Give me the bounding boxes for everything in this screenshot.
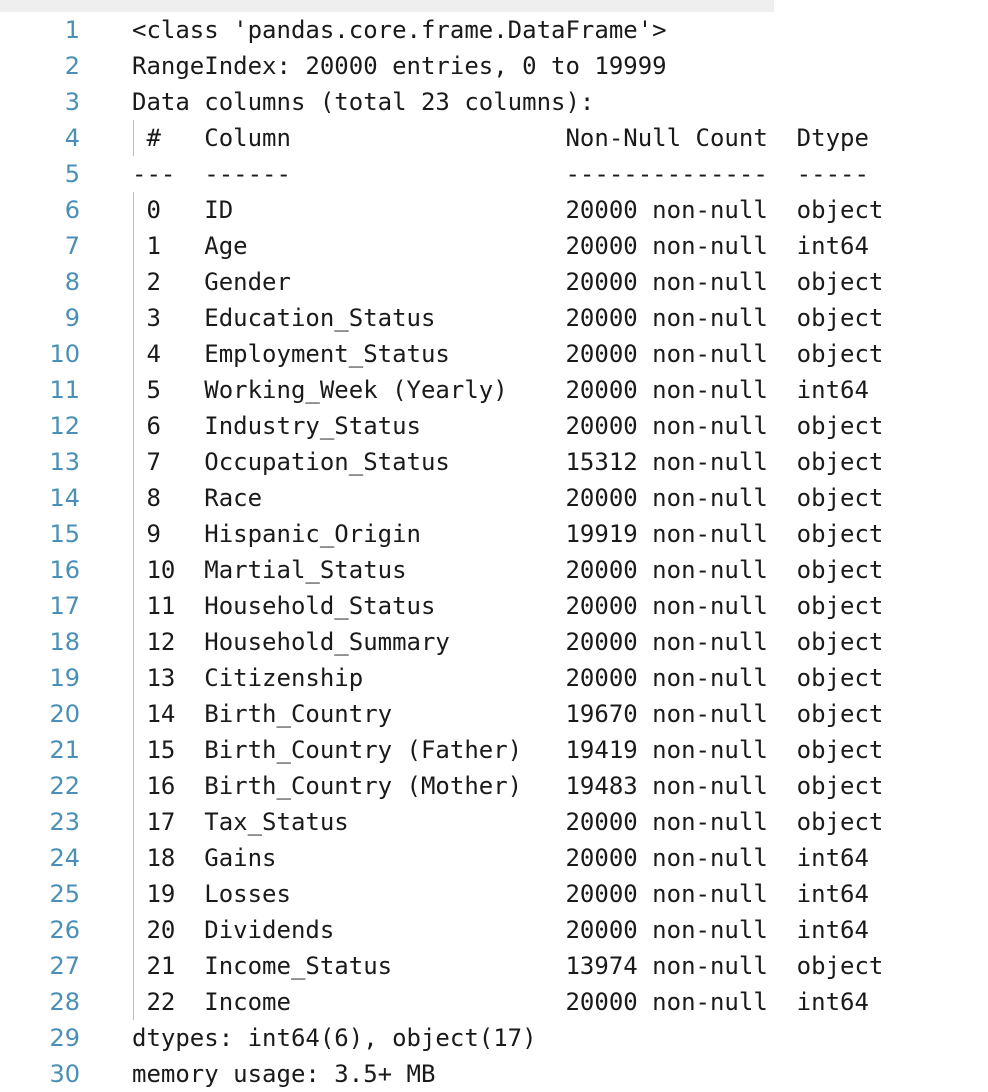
line-number: 22 [49,772,80,800]
line-number: 23 [49,808,80,836]
code-line [0,300,988,336]
code-line [0,12,988,48]
code-line [0,948,988,984]
line-text: --- ------ -------------- ----- [132,160,884,188]
line-text: 13 Citizenship 20000 non-null object [132,664,884,692]
line-number: 24 [49,844,80,872]
line-text: Data columns (total 23 columns): [132,88,595,116]
code-line [0,516,988,552]
code-line [0,1020,988,1056]
line-text: 6 Industry_Status 20000 non-null object [132,412,884,440]
line-text: 16 Birth_Country (Mother) 19483 non-null object [132,772,884,800]
line-text: # Column Non-Null Count Dtype [132,124,884,152]
line-number: 3 [64,88,80,116]
line-text: <class 'pandas.core.frame.DataFrame'> [132,16,667,44]
line-text: 0 ID 20000 non-null object [132,196,884,224]
line-number: 9 [64,304,80,332]
line-number: 5 [64,160,80,188]
line-number: 6 [64,196,80,224]
code-line [0,768,988,804]
code-line [0,804,988,840]
code-line [0,696,988,732]
code-line [0,552,988,588]
line-text: RangeIndex: 20000 entries, 0 to 19999 [132,52,667,80]
code-line [0,264,988,300]
line-text: 7 Occupation_Status 15312 non-null object [132,448,884,476]
line-text: 3 Education_Status 20000 non-null object [132,304,884,332]
code-line [0,624,988,660]
code-line [0,912,988,948]
code-line [0,840,988,876]
line-text: 1 Age 20000 non-null int64 [132,232,884,260]
code-line [0,228,988,264]
line-text: 9 Hispanic_Origin 19919 non-null object [132,520,884,548]
code-line [0,120,988,156]
line-number: 29 [49,1024,80,1052]
line-number: 12 [49,412,80,440]
line-number: 2 [64,52,80,80]
line-text: 10 Martial_Status 20000 non-null object [132,556,884,584]
code-line [0,984,988,1020]
code-line [0,84,988,120]
code-line [0,588,988,624]
line-text: 15 Birth_Country (Father) 19419 non-null object [132,736,884,764]
code-line [0,480,988,516]
code-line [0,372,988,408]
code-line [0,192,988,228]
line-number: 13 [49,448,80,476]
line-number: 1 [64,16,80,44]
line-text: 8 Race 20000 non-null object [132,484,884,512]
code-line [0,660,988,696]
code-line [0,732,988,768]
line-number: 16 [49,556,80,584]
code-line [0,336,988,372]
code-output-editor [0,12,988,1092]
line-number: 17 [49,592,80,620]
top-bar [0,0,774,12]
line-number: 11 [49,376,80,404]
line-text: 11 Household_Status 20000 non-null object [132,592,884,620]
line-number: 8 [64,268,80,296]
line-number: 21 [49,736,80,764]
line-number: 27 [49,952,80,980]
line-text: 5 Working_Week (Yearly) 20000 non-null int64 [132,376,884,404]
line-number: 20 [49,700,80,728]
line-number: 18 [49,628,80,656]
code-line [0,1056,988,1092]
line-text: 14 Birth_Country 19670 non-null object [132,700,884,728]
line-text: 18 Gains 20000 non-null int64 [132,844,884,872]
line-text: 17 Tax_Status 20000 non-null object [132,808,884,836]
line-text: 4 Employment_Status 20000 non-null object [132,340,884,368]
line-text: memory usage: 3.5+ MB [132,1060,436,1088]
line-number: 14 [49,484,80,512]
line-number: 7 [64,232,80,260]
line-text: 22 Income 20000 non-null int64 [132,988,884,1016]
line-number: 26 [49,916,80,944]
line-number: 15 [49,520,80,548]
line-text: 12 Household_Summary 20000 non-null object [132,628,884,656]
line-text: 20 Dividends 20000 non-null int64 [132,916,884,944]
line-number: 19 [49,664,80,692]
line-number: 4 [64,124,80,152]
line-number: 28 [49,988,80,1016]
line-text: 19 Losses 20000 non-null int64 [132,880,884,908]
line-text: 21 Income_Status 13974 non-null object [132,952,884,980]
line-text: dtypes: int64(6), object(17) [132,1024,537,1052]
line-text: 2 Gender 20000 non-null object [132,268,884,296]
code-line [0,156,988,192]
line-number: 25 [49,880,80,908]
line-number: 10 [49,340,80,368]
code-line [0,48,988,84]
code-line [0,444,988,480]
code-line [0,876,988,912]
code-line [0,408,988,444]
line-number: 30 [49,1060,80,1088]
